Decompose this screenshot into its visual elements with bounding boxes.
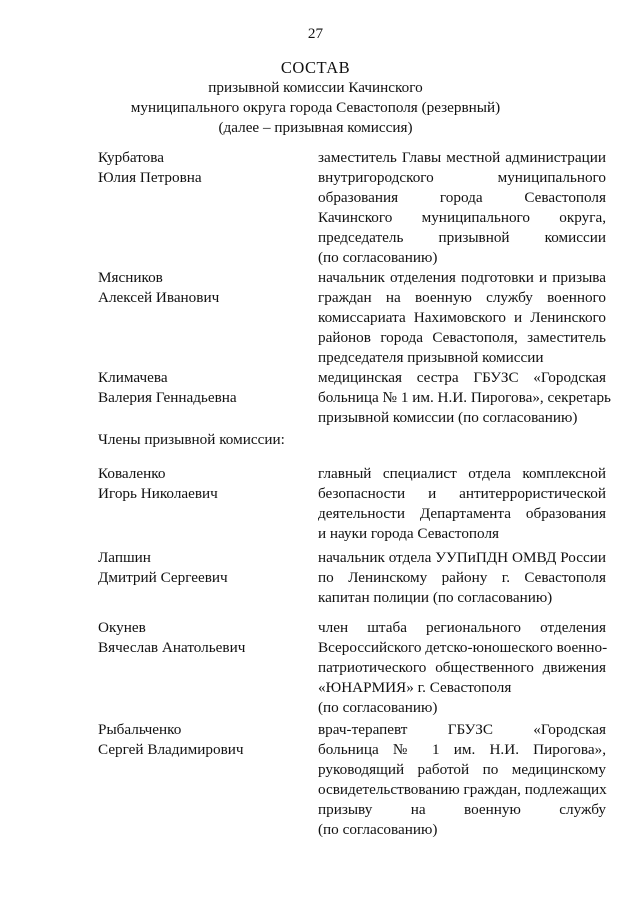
members-heading: Члены призывной комиссии: <box>98 431 285 448</box>
role-line: медицинская сестра ГБУЗС «Городская <box>318 369 606 386</box>
role-line: начальник отделения подготовки и призыва <box>318 269 606 286</box>
role-line: граждан на военную службу военного <box>318 289 606 306</box>
person-role <box>318 268 606 368</box>
role-line: (по согласованию) <box>318 821 438 838</box>
role-line: руководящий работой по медицинскому <box>318 761 606 778</box>
person-given-name: Юлия Петровна <box>98 169 202 186</box>
role-line: больница № 1 им. Н.И. Пирогова», секретарь <box>318 389 611 406</box>
header-line-3: (далее – призывная комиссия) <box>218 119 413 136</box>
role-line: больница № 1 им. Н.И. Пирогова», <box>318 741 606 758</box>
person-role <box>318 464 606 544</box>
person-role <box>318 148 606 268</box>
role-line: призыву на военную службу <box>318 801 606 818</box>
role-line: образования города Севастополя <box>318 189 606 206</box>
document-header <box>0 58 631 138</box>
role-line: врач-терапевт ГБУЗС «Городская <box>318 721 606 738</box>
role-line: комиссариата Нахимовского и Ленинского <box>318 309 606 326</box>
role-line: (по согласованию) <box>318 699 438 716</box>
role-line: освидетельствованию граждан, подлежащих <box>318 781 607 798</box>
role-line: патриотического общественного движения <box>318 659 606 676</box>
header-line-2: муниципального округа города Севастополя (резервный) <box>130 99 501 116</box>
person-name <box>98 548 308 588</box>
person-name <box>98 148 308 188</box>
role-line: главный специалист отдела комплексной <box>318 465 606 482</box>
person-surname: Коваленко <box>98 465 166 482</box>
role-line: «ЮНАРМИЯ» г. Севастополя <box>318 679 512 696</box>
person-surname: Курбатова <box>98 149 164 166</box>
role-line: безопасности и антитеррористической <box>318 485 606 502</box>
person-role <box>318 368 611 428</box>
page-number: 27 <box>307 25 324 42</box>
role-line: председатель призывной комиссии <box>318 229 606 246</box>
person-given-name: Алексей Иванович <box>98 289 220 306</box>
person-given-name: Дмитрий Сергеевич <box>98 569 228 586</box>
role-line: деятельности Департамента образования <box>318 505 606 522</box>
person-role <box>318 720 606 840</box>
role-line: внутригородского муниципального <box>318 169 606 186</box>
person-given-name: Валерия Геннадьевна <box>98 389 237 406</box>
person-name <box>98 368 308 408</box>
person-given-name: Игорь Николаевич <box>98 485 218 502</box>
role-line: Качинского муниципального округа, <box>318 209 606 226</box>
person-surname: Окунев <box>98 619 146 636</box>
role-line: районов города Севастополя, заместитель <box>318 329 606 346</box>
person-surname: Рыбальченко <box>98 721 182 738</box>
person-name <box>98 720 308 760</box>
role-line: капитан полиции (по согласованию) <box>318 589 553 606</box>
role-line: призывной комиссии (по согласованию) <box>318 409 578 426</box>
person-role <box>318 618 606 718</box>
role-line: Всероссийского детско-юношеского военно- <box>318 639 608 656</box>
role-line: по Ленинскому району г. Севастополя <box>318 569 606 586</box>
person-name <box>98 464 308 504</box>
person-surname: Мясников <box>98 269 163 286</box>
role-line: председателя призывной комиссии <box>318 349 544 366</box>
role-line: начальник отдела УУПиПДН ОМВД России <box>318 549 606 566</box>
document-title: СОСТАВ <box>280 58 351 77</box>
person-name <box>98 618 308 658</box>
person-role <box>318 548 606 608</box>
role-line: и науки города Севастополя <box>318 525 500 542</box>
role-line: заместитель Главы местной администрации <box>318 149 606 166</box>
person-name <box>98 268 308 308</box>
person-surname: Климачева <box>98 369 168 386</box>
person-given-name: Сергей Владимирович <box>98 741 244 758</box>
header-line-1: призывной комиссии Качинского <box>208 79 423 96</box>
person-given-name: Вячеслав Анатольевич <box>98 639 246 656</box>
person-surname: Лапшин <box>98 549 151 566</box>
role-line: член штаба регионального отделения <box>318 619 606 636</box>
role-line: (по согласованию) <box>318 249 438 266</box>
